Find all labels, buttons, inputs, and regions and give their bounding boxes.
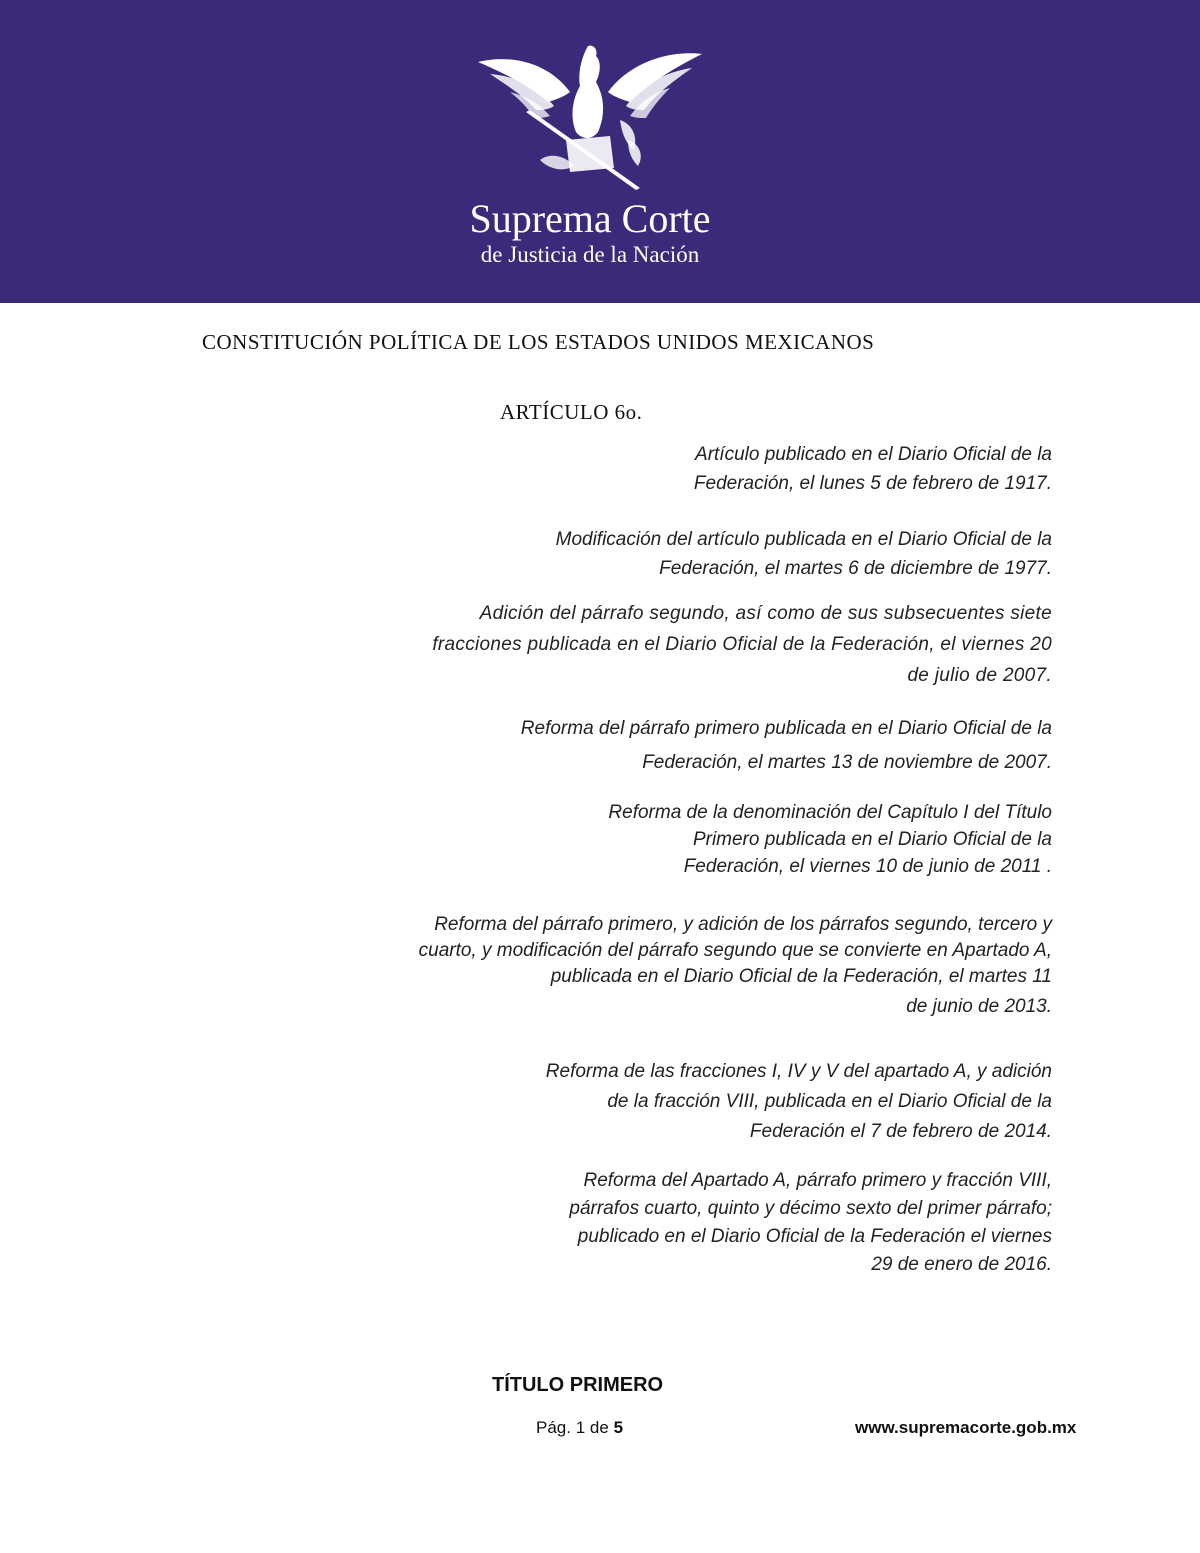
note-line: Modificación del artículo publicada en el Diario Oficial de la	[555, 529, 1052, 550]
note-line: publicado en el Diario Oficial de la Federación el viernes	[577, 1226, 1052, 1247]
note-line: de julio de 2007.	[907, 665, 1052, 686]
note-8	[569, 1167, 1052, 1279]
note-2	[556, 525, 1052, 583]
note-7	[546, 1057, 1052, 1147]
article-title: ARTÍCULO 6o.	[500, 400, 643, 424]
note-line: fracciones publicada en el Diario Oficial de la Federación, el viernes 20	[432, 634, 1052, 655]
note-1	[694, 440, 1052, 498]
note-6	[419, 912, 1052, 1020]
note-line: Federación, el viernes 10 de junio de 2011 .	[683, 856, 1052, 877]
note-4	[521, 712, 1052, 780]
org-name-line2: de Justicia de la Nación	[480, 242, 700, 267]
note-line: 29 de enero de 2016.	[871, 1254, 1052, 1275]
note-line: Federación, el martes 13 de noviembre de 2007.	[642, 752, 1052, 773]
page-label: Pág.	[536, 1418, 571, 1437]
note-line: cuarto, y modificación del párrafo segundo que se convierte en Apartado A,	[418, 940, 1052, 961]
website-link[interactable]: www.supremacorte.gob.mx	[855, 1418, 1077, 1437]
note-5	[608, 799, 1052, 880]
eagle-emblem-icon	[470, 40, 710, 190]
org-name-line1: Suprema Corte	[469, 196, 711, 241]
note-line: Adición del párrafo segundo, así como de sus subsecuentes siete	[479, 603, 1052, 624]
note-line: de la fracción VIII, publicada en el Diario Oficial de la	[607, 1091, 1052, 1112]
note-line: Primero publicada en el Diario Oficial de la	[692, 829, 1052, 850]
note-3	[432, 598, 1052, 691]
page-of: de	[589, 1418, 609, 1437]
note-line: Reforma del párrafo primero publicada en el Diario Oficial de la	[520, 718, 1052, 739]
page-current: 1	[575, 1418, 586, 1437]
document-title: CONSTITUCIÓN POLÍTICA DE LOS ESTADOS UNIDOS MEXICANOS	[202, 330, 875, 354]
header-banner	[0, 0, 1200, 303]
section-title: TÍTULO PRIMERO	[492, 1374, 664, 1396]
note-line: Artículo publicado en el Diario Oficial de la	[695, 444, 1052, 465]
note-line: Federación, el martes 6 de diciembre de 1977.	[659, 558, 1052, 579]
note-line: de junio de 2013.	[906, 996, 1052, 1017]
organization-name	[0, 196, 1200, 268]
note-line: Reforma de las fracciones I, IV y V del apartado A, y adición	[545, 1061, 1052, 1082]
page-total: 5	[613, 1418, 624, 1437]
note-line: Reforma de la denominación del Capítulo I del Título	[608, 802, 1052, 823]
note-line: Reforma del párrafo primero, y adición de los párrafos segundo, tercero y	[434, 914, 1052, 935]
page-number	[536, 1418, 623, 1438]
note-line: Reforma del Apartado A, párrafo primero y fracción VIII,	[583, 1170, 1052, 1191]
note-line: publicada en el Diario Oficial de la Federación, el martes 11	[550, 966, 1052, 987]
note-line: Federación el 7 de febrero de 2014.	[749, 1121, 1052, 1142]
note-line: Federación, el lunes 5 de febrero de 1917.	[693, 473, 1052, 494]
note-line: párrafos cuarto, quinto y décimo sexto del primer párrafo;	[569, 1198, 1052, 1219]
